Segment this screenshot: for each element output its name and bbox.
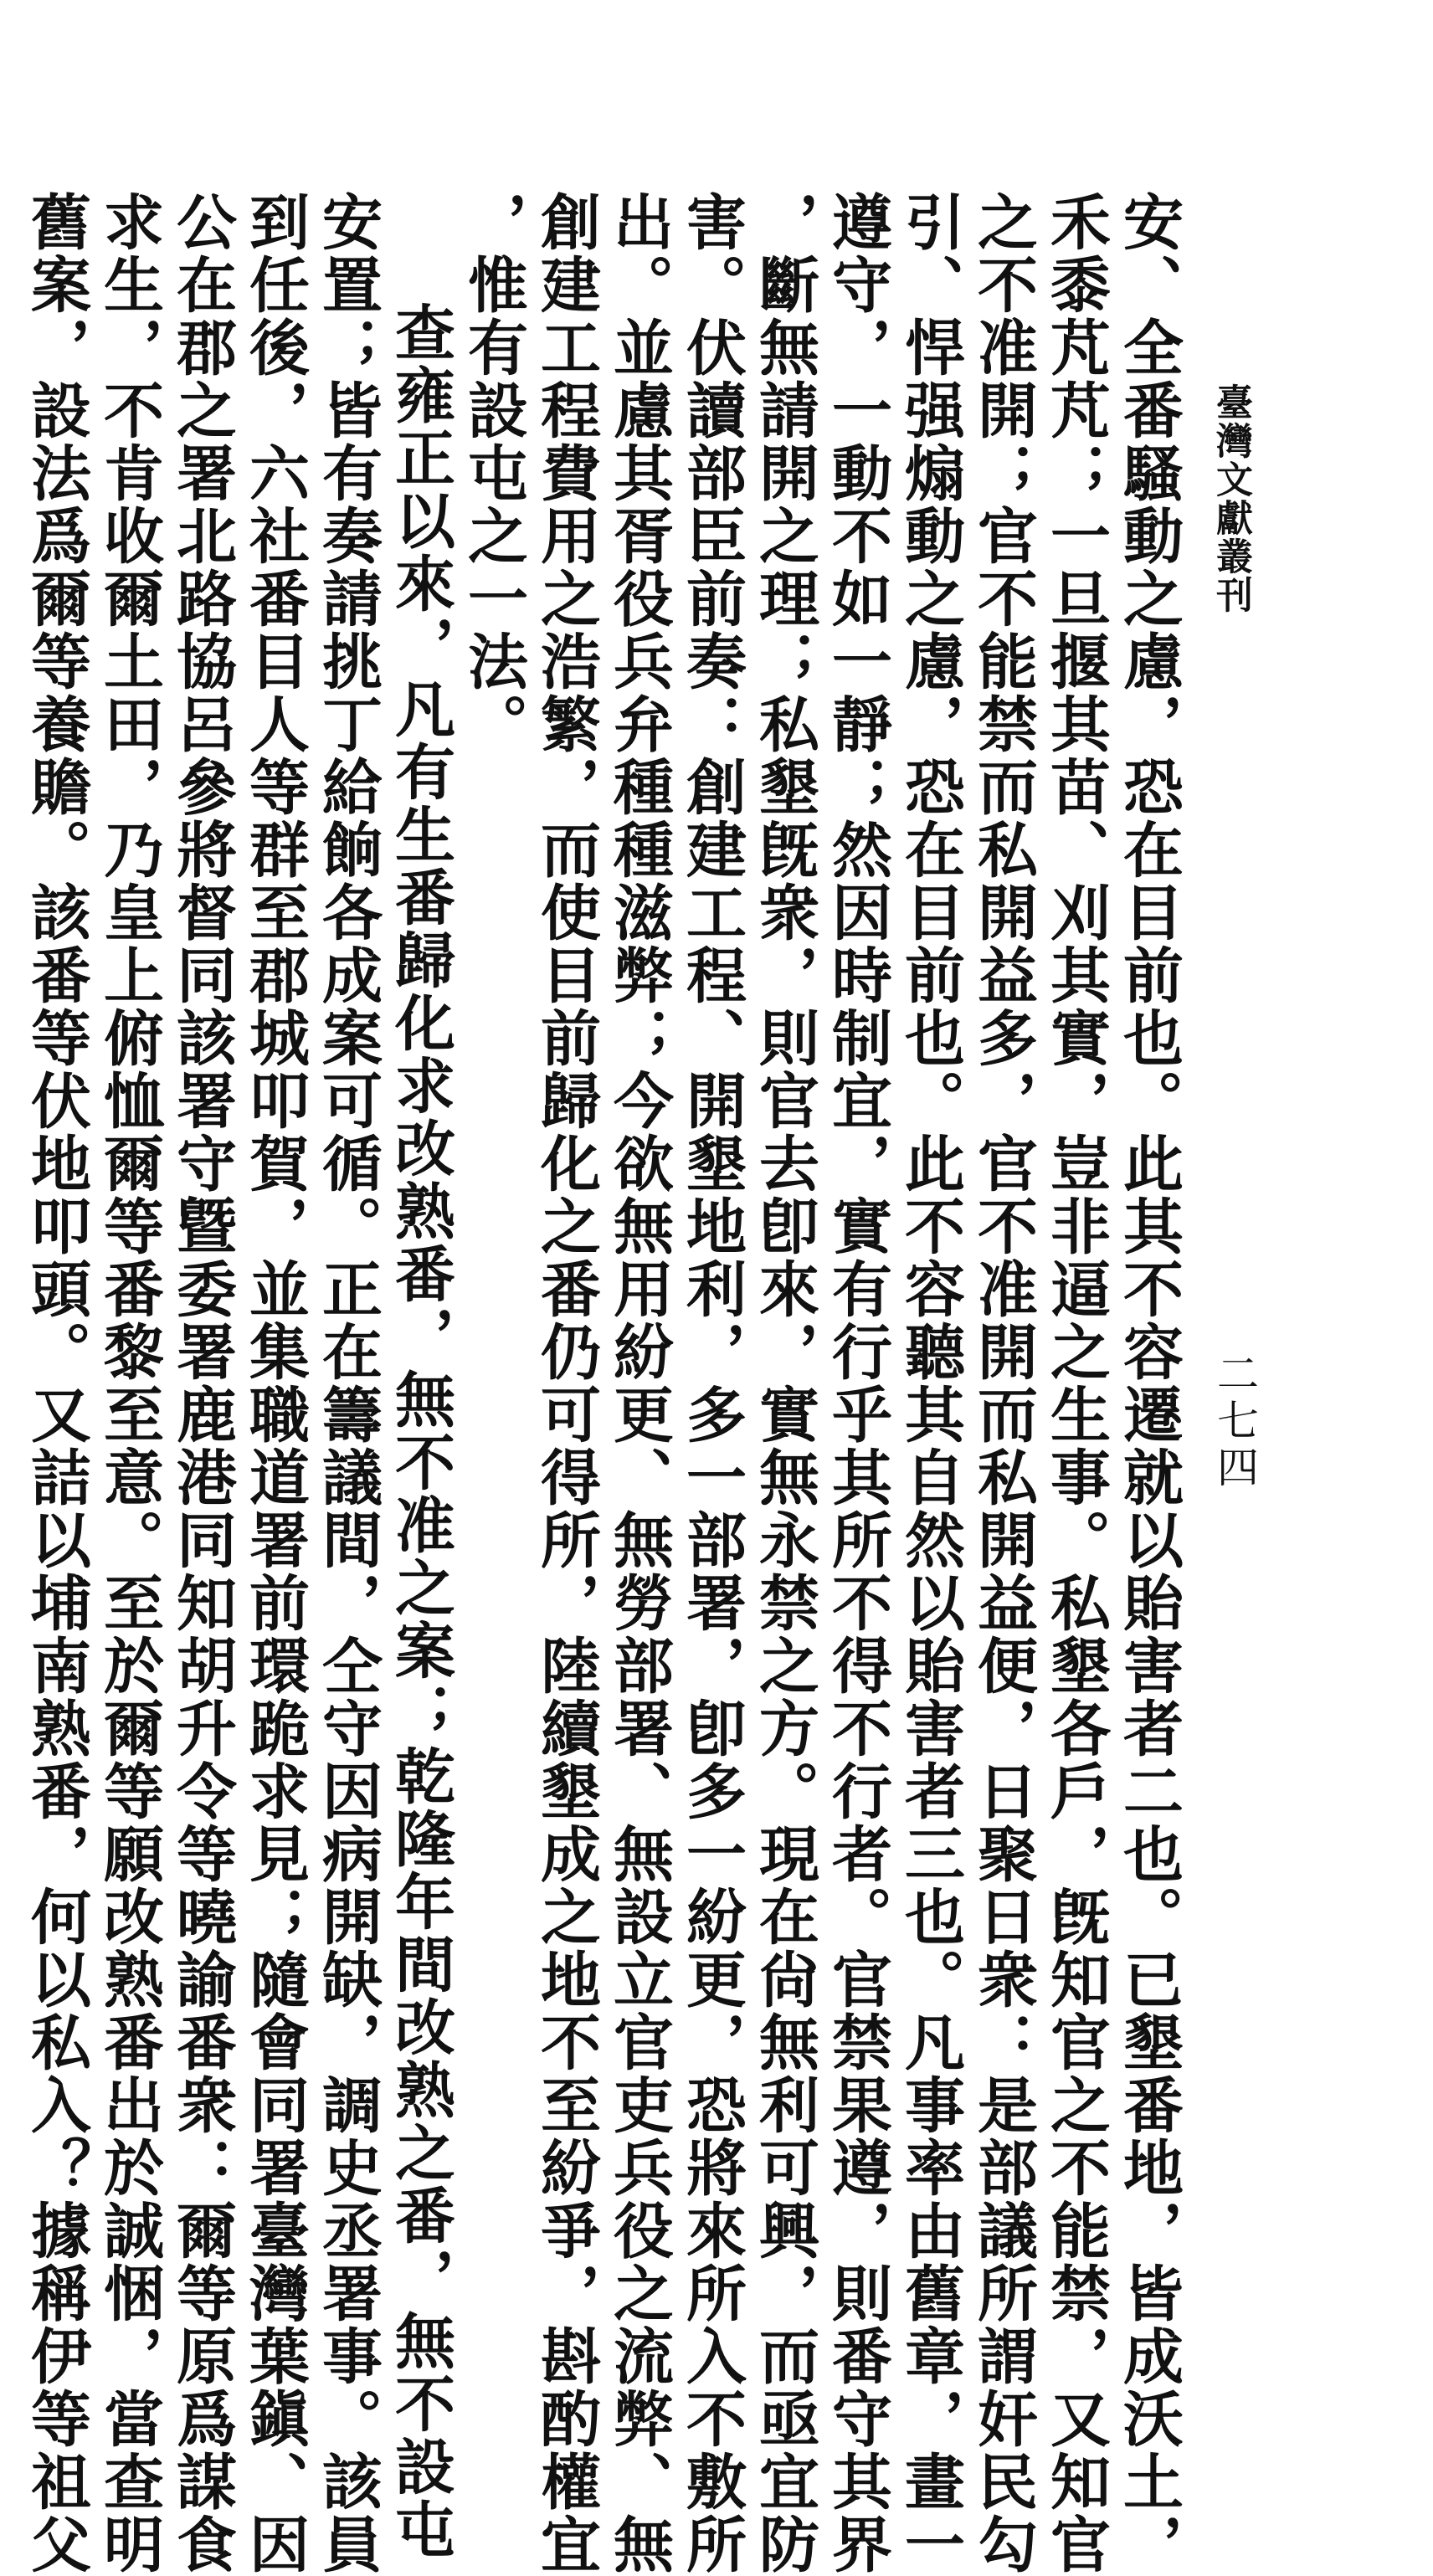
text-column-5: 遵守，一動不如一靜；然因時制宜，實有行乎其所不得不行者。官禁果遵，則番守其界 (822, 191, 893, 2576)
text-column-6: ，斷無請開之理；私墾旣衆，則官去卽來，實無永禁之方。現在尙無利可興，而亟宜防 (749, 191, 820, 2576)
page-number: 二七四 (1210, 1352, 1259, 1492)
text-column-2: 禾黍芃芃；一旦揠其苗、刈其實，豈非逼之生事。私墾各戶，旣知官之不能禁，又知官 (1040, 191, 1112, 2576)
text-column-9: 創建工程費用之浩繁，而使目前歸化之番仍可得所，陸續墾成之地不至紛爭，斟酌權宜 (531, 191, 602, 2576)
text-column-3: 之不准開；官不能禁而私開益多，官不准開而私開益便，日聚日衆：是部議所謂奸民勾 (968, 191, 1039, 2576)
text-column-7: 害。伏讀部臣前奏：創建工程、開墾地利，多一部署，卽多一紛更，恐將來所入不敷所 (676, 191, 747, 2576)
text-column-15: 求生，不肯收爾土田，乃皇上俯恤爾等番黎至意。至於爾等願改熟番出於誠悃，當查明 (94, 191, 165, 2576)
text-column-16: 舊案，設法爲爾等養贍。該番等伏地叩頭。又詰以埔南熟番，何以私入？據稱伊等祖父 (21, 191, 92, 2576)
text-column-8: 出。並慮其胥役兵弁種種滋弊；今欲無用紛更、無勞部署、無設立官吏兵役之流弊、無 (604, 191, 675, 2576)
text-column-4: 引、悍强煽動之慮，恐在目前也。此不容聽其自然以貽害者三也。凡事率由舊章，畫一 (895, 191, 966, 2576)
text-column-14: 公在郡之署北路協呂參將督同該署守曁委署鹿港同知胡升令等曉諭番衆：爾等原爲謀食 (167, 191, 238, 2576)
text-column-13: 到任後，六社番目人等群至郡城叩賀，並集職道署前環跪求見；隨會同署臺灣葉鎭、因 (239, 191, 311, 2576)
text-column-12: 安置；皆有奏請挑丁給餉各成案可循。正在籌議間，仝守因病開缺，調史丞署事。該員 (312, 191, 383, 2576)
running-header-title: 臺灣文獻叢刊 (1210, 383, 1252, 614)
text-column-1: 安、全番騷動之慮，恐在目前也。此其不容遷就以貽害者二也。已墾番地，皆成沃土， (1113, 191, 1184, 2576)
text-column-10: ，惟有設屯之一法。 (458, 191, 529, 756)
text-column-11-paragraph-start: 查雍正以來，凡有生番歸化求改熟番，無不准之案；乾隆年間改熟之番，無不設屯 (385, 301, 456, 2561)
body-text (20, 191, 1185, 2576)
